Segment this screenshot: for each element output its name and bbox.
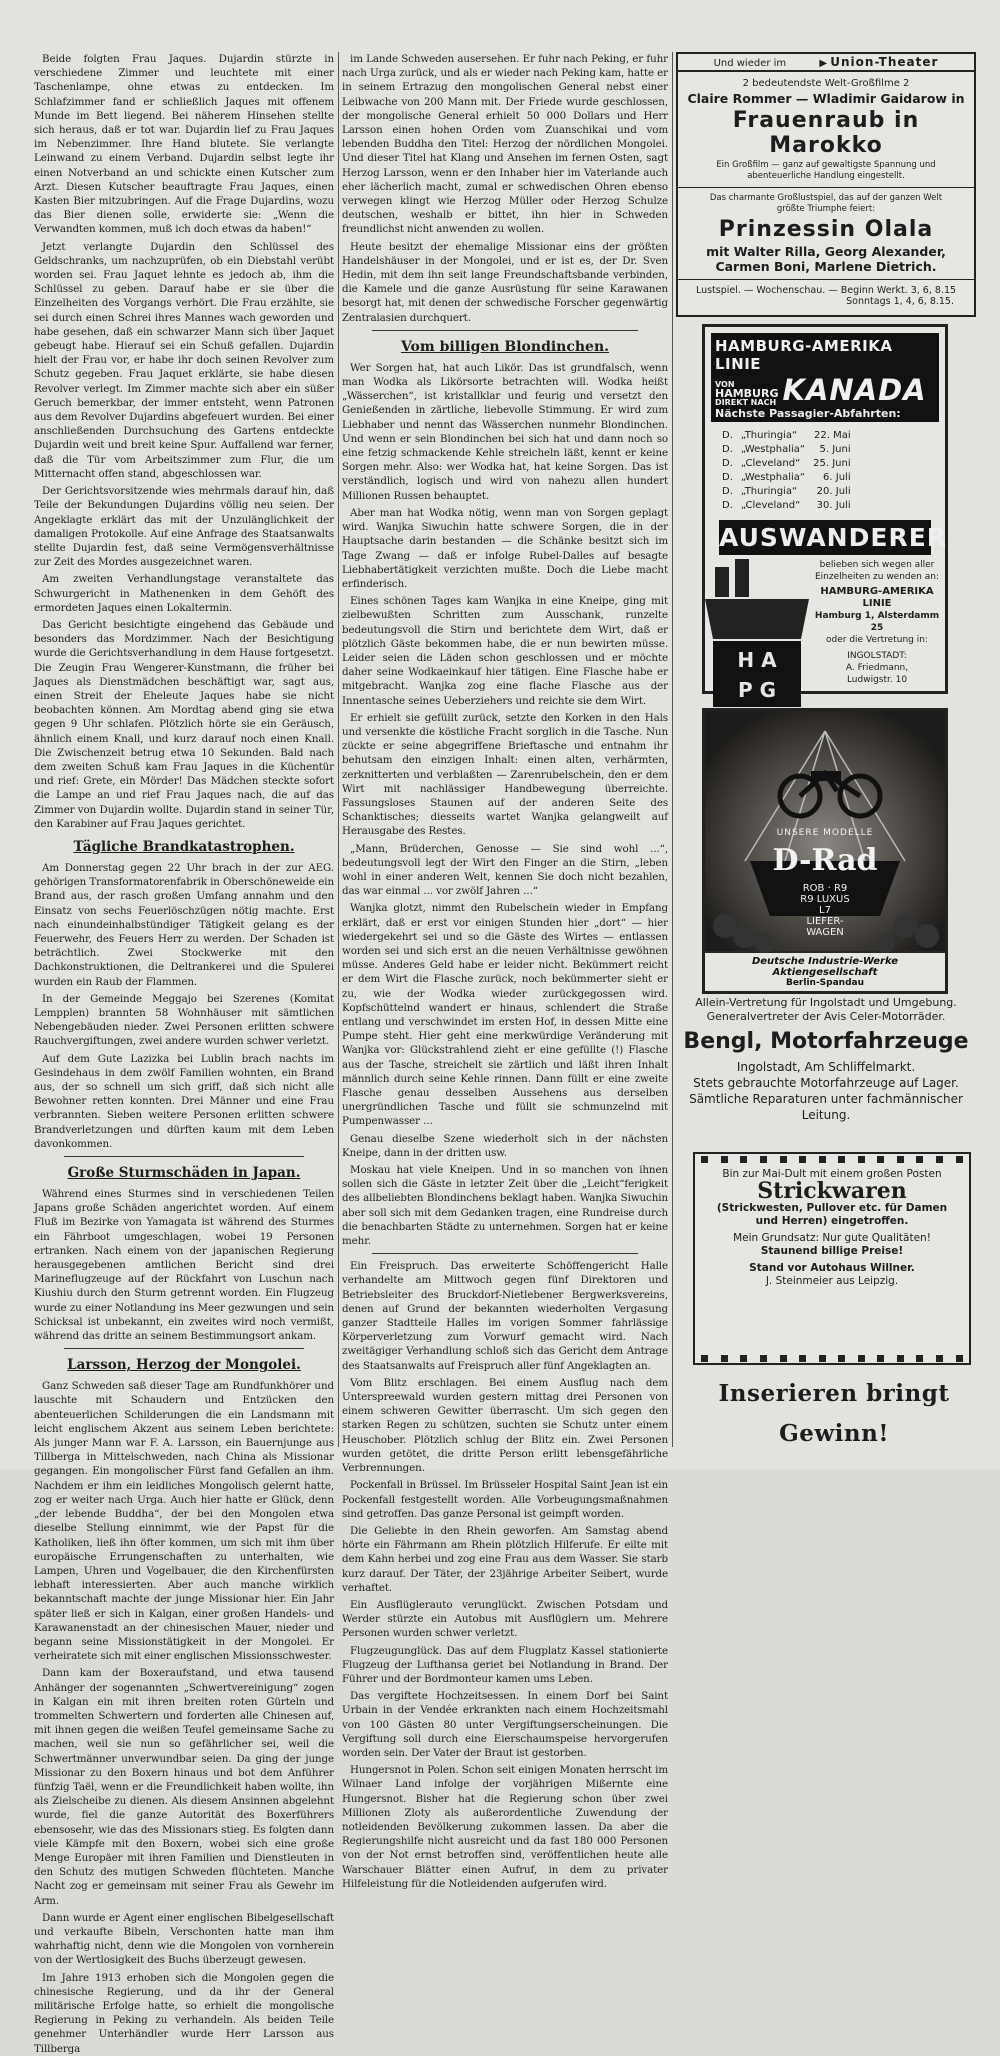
cinema-cast: Claire Rommer — Wladimir Gaidarow in: [687, 91, 965, 106]
news-item: Hungersnot in Polen. Schon seit einigen Monaten herrscht im Wilnaer Land infolge der vorjährigen Mißernte eine Hungersnot. Bisher hat die Regierung schon über zwei Millionen Zloty als außerordentliche Zuwendung der notleidenden Bevölkerung zukommen lassen. Da aber die Regierungshilfe nicht ausreicht und da fast 180 000 Personen von der Not ernst betroffen sind, veröffentlichen heute alle Warschauer Blätter einen Aufruf, in dem zu privater Hilfeleistung für die Notleidenden aufgerufen wird.: [342, 1764, 668, 1890]
sailing-ship: „Thuringia“: [740, 430, 798, 441]
sailing-row: [719, 458, 854, 470]
sailing-date: 6. Juli: [823, 472, 851, 483]
sailings-table: [717, 428, 856, 514]
sailing-ship: „Thuringia“: [740, 486, 798, 497]
sailing-date: 22. Mai: [813, 430, 851, 441]
sailing-date: 30. Juli: [816, 500, 851, 511]
divider: [64, 1348, 304, 1349]
article-text: Heute besitzt der ehemalige Missionar eins der größten Handelshäuser in der Mongolei, und er ist es, der Dr. Sven Hedin, mit dem ihn seit lange Freundschaftsbande verbinden, die Kamele und die ganze Ausrüstung für seine Karawanen besorgt hat, mit denen der schwedische Forscher gegenwärtig Zentralasien durchquert.: [342, 240, 668, 324]
article-text: Jetzt verlangte Dujardin den Schlüssel des Geldschranks, um nachzuprüfen, ob ein Diebstahl verübt worden sei. Frau Jaquet lehnte es jedoch ab, ihm die Schlüssel zu geben. Darauf habe er sie über die Einzelheiten des Vorgangs verhört. Die Frau erzählte, sie sei durch einen Schrei ihres Mannes wach geworden und habe gesehen, daß ein schwarzer Mann sich über Jaquet gebeugt habe. Hierauf sei ein Schuß gefallen. Dujardin hielt der Frau vor, er habe ihr doch seinen Revolver zum Schutz gegeben. Frau Jaquet erklärte, sie habe diesen Revolver verlegt. Im Zimmer machte sich aber ein süßer Geruch bemerkbar, der immer entsteht, wenn Patronen aus dem Revolver Dujardins abgefeuert wurden. Bei einer anschließenden Durchsuchung des Gartens entdeckte Dujardin weit und breit keine Spur. Auffallend war ferner, daß die Tür vom Arbeitszimmer zum Flur, die um Mitternacht offen stand, abgeschlossen war.: [34, 240, 334, 480]
headline-blondinchen: Vom billigen Blondinchen.: [400, 338, 610, 355]
sailing-row: [719, 444, 854, 456]
route-label: VON: [715, 380, 735, 389]
company-name: HAMBURG-AMERIKA LINIE: [820, 586, 934, 609]
contact-info: oder die Vertretung in:: [826, 635, 928, 645]
insertion-slogan: Inserieren bringt Gewinn!: [718, 1380, 950, 1447]
d-rad-footer: [705, 953, 945, 991]
film-description: Ein Großfilm — ganz auf gewaltigste Spannung und abenteuerliche Handlung eingestellt.: [716, 160, 936, 181]
svg-text:P G: P G: [737, 678, 777, 702]
ad-text: Bin zur Mai-Dult mit einem großen Posten: [722, 1168, 942, 1180]
article-text: Wer Sorgen hat, hat auch Likör. Das ist grundfalsch, wenn man Wodka als Likörsorte betrachten will. Wodka heißt „Wässerchen“, ist kristallklar und feurig und versetzt den Genießenden in zärtliche, liebevolle Stimmung. Er wird zum Liebhaber und nennt das Wässerchen nunmehr Blondinchen. Und wenn er sein Blondinchen bei sich hat und dann noch so eine fetzig schmackende Kehle streicheln läßt, kennt er keine Sorgen mehr. Also: wer Wodka hat, hat keine Sorgen. Das ist verständlich, logisch und wird von nahezu allen hundert Millionen Russen behauptet.: [342, 361, 668, 502]
article-text: Beide folgten Frau Jaques. Dujardin stürzte in verschiedene Zimmer und leuchtete mit einer Taschenlampe, ohne etwas zu entdecken. Im Schlafzimmer fand er schließlich Jaques mit offenem Munde im Bett liegend. Bei näherem Hinsehen stellte sich heraus, daß er tot war. Dujardin lief zu Frau Jaques im Nebenzimmer. Ihre Hand blutete. Sie verlangte Leinwand zu einem Verband. Dujardin selbst legte ihr einen Notverband an und schickte einen Kutscher zum Arzt. Diesen Kutscher beauftragte Frau Jaques, einen Kasten Bier mitzubringen. Auf die Frage Dujardins, wozu das Bier dienen solle, erwiderte sie: „Wenn die Verwandten kommen, muß ich doch etwas da haben!“: [34, 53, 334, 236]
article-text: „Mann, Brüderchen, Genosse — Sie sind wohl ...“, bedeutungsvoll legt der Wirt den Finger an die Stirn, „leben wohl in einer anderen Welt, kennen Sie doch nicht bezahlen, das war einmal ... vor zwölf Jahren ...“: [342, 842, 668, 898]
sailing-ship: „Cleveland“: [740, 458, 801, 469]
model-name: WAGEN: [806, 927, 844, 938]
sailing-ship: „Westphalia“: [740, 444, 806, 455]
decorative-border: [695, 1154, 969, 1164]
theater-name: Union-Theater: [830, 55, 939, 69]
ad-text: Stets gebrauchte Motorfahrzeuge auf Lager.: [693, 1076, 959, 1090]
sailing-d: D.: [722, 472, 733, 483]
sailing-date: 25. Juni: [813, 458, 851, 469]
model-name: L7: [819, 905, 831, 916]
cinema-advertisement: [676, 52, 976, 317]
showtimes: Sonntags 1, 4, 6, 8.15.: [846, 296, 954, 307]
sailing-row: [719, 500, 854, 512]
divider: [678, 187, 974, 188]
company-name: LINIE: [715, 355, 762, 373]
article-text: Dann wurde er Agent einer englischen Bibelgesellschaft und verkaufte Bibeln, Verschonten hatte man ihm wahrhaftig nicht, denn wie die Mongolen von vornherein von der Wertlosigkeit des Buchs überzeugt gewesen.: [34, 1911, 334, 1967]
news-item: Ein Freispruch. Das erweiterte Schöffengericht Halle verhandelte am Mittwoch gegen fünf Direktoren und Betriebsleiter des Bruckdorf-Nietlebener Bergwerksvereins, denen auf Grund der bekannten wiederholten Vergasung ganzer Stadtteile Halles im vorigen Sommer fahrlässige Körperverletzung zum Vorwurf gemacht wird. Nach zweitägiger Verhandlung schloß sich das Gericht dem Antrage des Staatsanwalts auf Freispruch aller fünf Angeklagten an.: [342, 1260, 668, 1372]
departures-heading: Nächste Passagier-Abfahrten:: [715, 407, 901, 420]
ad-text: Mein Grundsatz: Nur gute Qualitäten!: [733, 1232, 931, 1244]
article-text: Am zweiten Verhandlungstage veranstaltete das Schwurgericht in Mathenenken in dem Gehöft des ermordeten Jaques einen Lokaltermin.: [34, 573, 334, 614]
agent-address: Ludwigstr. 10: [846, 675, 908, 685]
article-text: Eines schönen Tages kam Wanjka in eine Kneipe, ging mit zielbewußten Schritten zum Ausschank, runzelte bedeutungsvoll die Stirn und berichtete dem Wirt, daß er plötzlich Gäste bekommen habe, die er nun bewirten müsse. Leider seien die Läden schon geschlossen und er möchte daher seine Wodkaeinkauf hier tätigen. Eine Flasche habe er mitgebracht. Wanjka zog eine flache Flasche aus der Innentasche seines Ueberziehers und reichte sie dem Wirt.: [342, 595, 668, 707]
hapag-header: [711, 333, 939, 422]
column-middle: [342, 52, 668, 1890]
film-title-2: Prinzessin Olala: [718, 217, 934, 242]
route-destination: KANADA: [782, 373, 927, 407]
cinema-header-bar: [678, 54, 974, 72]
article-text: Im Jahre 1913 erhoben sich die Mongolen gegen die chinesische Regierung, und da ihr der General militärische Erfolge hatte, so erhielt die mongolische Regierung in Peking zu verhandeln. Als beiden Teile genehmer Unterhändler wurde Herr Larsson aus Tillberga: [34, 1971, 334, 2055]
article-text: Genau dieselbe Szene wiederholt sich in der nächsten Kneipe, dann in der dritten usw.: [342, 1132, 668, 1159]
article-text: Der Gerichtsvorsitzende wies mehrmals darauf hin, daß Teile der Bekundungen Dujardins völlig neu seien. Der Angeklagte erklärt das mit der Unzulänglichkeit der damaligen Protokolle. Auf eine Anfrage des Staatsanwalts stellte Dujardin fest, daß seine Vermögensverhältnisse zur Zeit des Mordes ausgezeichnet waren.: [34, 485, 334, 569]
product-name: Strickwaren: [757, 1178, 907, 1204]
company-address: Ingolstadt, Am Schliffelmarkt.: [736, 1060, 916, 1074]
sailing-d: D.: [722, 458, 733, 469]
sailing-d: D.: [722, 444, 733, 455]
company-name: HAMBURG-AMERIKA: [715, 337, 893, 355]
arrow-icon: ▶: [819, 58, 828, 69]
sailing-d: D.: [722, 500, 733, 511]
route-label: DIREKT NACH: [715, 398, 777, 407]
news-item: Die Geliebte in den Rhein geworfen. Am Samstag abend hörte ein Fährmann am Rhein plötzlich Hilferufe. Er eilte mit dem Kahn herbei und zog eine Frau aus dem Wasser. Sie starb kurz darauf. Der Täter, der 23jährige Arbeiter Seibert, wurde verhaftet.: [342, 1524, 668, 1594]
sailing-d: D.: [722, 486, 733, 497]
model-name: ROB · R9: [802, 883, 848, 894]
ad-text: Staunend billige Preise!: [760, 1245, 904, 1257]
sailing-date: 20. Juli: [816, 486, 851, 497]
headline-larsson: Larsson, Herzog der Mongolei.: [67, 1357, 301, 1374]
headline-sturmschaeden: Große Sturmschäden in Japan.: [67, 1165, 301, 1182]
ad-text: (Strickwesten, Pullover etc. für Damen und Herren) eingetroffen.: [716, 1202, 948, 1227]
article-text: Dann kam der Boxeraufstand, und etwa tausend Anhänger der sogenannten „Schwertvereinigung“ zogen in Kalgan ein mit ihren breiten roten Gürteln und trommelten Schwertern und forderten alle Chinesen auf, mit ihnen gegen die weißen Teufel gemeinsame Sache zu machen, weil sie nun so gefährlicher sei, weil die Schwertmänner unverwundbar seien. Da ging der junge Missionar zu den Boxern hinaus und bot dem Anführer fünfzig Taël, wenn er die Freundlichkeit haben wollte, ihn als Zielscheibe zu dienen. Als diesem Ansinnen abgelehnt wurde, fiel die ganze Autorität des Boxerführers ebensosehr, wie das des Missionars stieg. Es folgten dann viele Kämpfe mit den Boxern, wobei sich eine große Menge Europäer mit ihren Familien und Dienstleuten in den Schutz des mutigen Schweden flüchteten. Manche Nacht zog er gemeinsam mit seiner Frau als Gewehr im Arm.: [34, 1667, 334, 1907]
hapag-advertisement: [702, 324, 948, 702]
divider: [372, 330, 638, 331]
svg-text:H A: H A: [737, 648, 777, 672]
headline-brandkatastrophen: Tägliche Brandkatastrophen.: [73, 838, 295, 855]
company-name: Deutsche Industrie-Werke Aktiengesellschaft: [751, 956, 899, 978]
column-rule: [338, 52, 339, 1447]
film-description: Das charmante Großlustspiel, das auf der ganzen Welt größte Triumphe feiert:: [709, 193, 943, 214]
sailing-row: [719, 430, 854, 442]
news-item: Das vergiftete Hochzeitsessen. In einem Dorf bei Saint Urbain in der Vendée erkrankten nach einem Hochzeitsmahl von 100 Gästen 80 unter Vergiftungserscheinungen. Die Vergiftung soll durch eine Eierschaumspeise hervorgerufen worden sein. Der Vater der Braut ist gestorben.: [342, 1690, 668, 1759]
models-banner: UNSERE MODELLE: [776, 828, 874, 838]
film-title-1: Frauenraub in Marokko: [732, 108, 920, 158]
model-name: R9 LUXUS: [800, 894, 850, 905]
article-text: In der Gemeinde Meggajo bei Szerenes (Komitat Lempplen) brannten 58 Wohnhäuser mit sämtlichen Nebengebäuden nieder. Zwei Personen erlitten schwere Rauchvergiftungen, zwei andere wurden schwer verletzt.: [34, 992, 334, 1048]
agent-city: INGOLSTADT:: [847, 651, 907, 661]
ad-text: Allein-Vertretung für Ingolstadt und Umgebung.: [695, 996, 957, 1009]
company-name: Bengl, Motorfahrzeuge: [683, 1029, 969, 1054]
sailing-d: D.: [722, 430, 733, 441]
sailing-date: 5. Juni: [819, 444, 851, 455]
article-text: Moskau hat viele Kneipen. Und in so manchen von ihnen sollen sich die Gäste in letzter Zeit über die „Leicht“ferigkeit des allbeliebten Blondinchens beklagt haben. Wanjka Siwuchin aber soll sich mit dem Gedanken tragen, eine Rundreise durch die benachbarten Städte zu unternehmen. Sorgen hat er keine mehr.: [342, 1164, 668, 1248]
column-rule: [672, 52, 673, 1447]
bengl-advertisement: [676, 996, 976, 1138]
news-item: Ein Ausflüglerauto verunglückt. Zwischen Potsdam und Werder stürzte ein Autobus mit Ausflüglern um. Mehrere Personen wurden schwer verletzt.: [342, 1598, 668, 1640]
article-text: Ganz Schweden saß dieser Tage am Rundfunkhörer und lauschte mit Schaudern und Entzücken den abenteuerlichen Schilderungen die ein Landsmann mit leicht englischem Akzent aus seinem Leben berichtete: Als junger Mann war F. A. Larsson, ein Bauernjunge aus Tillberga in Mittelschweden, nach China als Missionar gegangen. Ein mongolischer Fürst fand Gefallen an ihm. Nachdem er ihm ein leidliches Mongolisch gelernt hatte, zog er weiter nach Urga. Auch hier hatte er Glück, denn „der lebende Buddha“, der bei den Mongolen etwa dieselbe Stellung einnimmt, wie der Papst für die Katholiken, ließ ihn öfter kommen, um sich mit ihm über europäische Errungenschaften zu unterhalten, wie Lampen, Uhren und Vogelbauer, die den Kirchenfürsten lebhaft interessierten. Aber auch manche wirklich bekanntschaft machte der junge Missionar hier. Ein Jahr später ließ er sich in Kalgan, einer großen Handels- und Karawanenstadt an der chinesischen Mauer, nieder und begann seine Missionstätigkeit in der Mongolei. Er verheiratete sich mit einer englischen Missionsschwester.: [34, 1380, 334, 1663]
article-text: Während eines Sturmes sind in verschiedenen Teilen Japans große Schäden angerichtet worden. Auf einem Fluß im Bezirke von Yamagata ist während des Sturmes ein Fährboot umgeschlagen, wobei 19 Personen ertranken. Nach einem von der japanischen Regierung herausgegebenen amtlichen Bericht sind drei Marineflugzeuge auf der Rückfahrt von Luschun nach Kiushiu durch den Sturm getrennt worden. Ein Flugzeug wurde zu einer Notlandung ins Meer gezwungen und sein Schicksal ist unbekannt, ein zweites wird noch vermißt, während das dritte an seinem Bestimmungsort ankam.: [34, 1188, 334, 1343]
vendor-name: J. Steinmeier aus Leipzig.: [765, 1275, 899, 1287]
ship-illustration: [705, 559, 809, 709]
route-origin: HAMBURG: [715, 387, 779, 400]
article-text: Er erhielt sie gefüllt zurück, setzte den Korken in den Hals und versenkte die köstliche Fracht sorglich in die Tasche. Nun zückte er seine abgegriffene Brieftasche und entnahm ihr behutsam den einzigen Inhalt: einen alten, verhärmten, zerknitterten und verblaßten — Zarenrubelschein, den er dem Wirt mit nachlässiger Handbewegung überreichte. Fassungsloses Staunen auf der anderen Seite des Schanktisches; diesseits wartet Wanjka gelangweilt auf Herausgabe des Restes.: [342, 711, 668, 838]
divider: [64, 1156, 304, 1157]
decorative-border: [695, 1353, 969, 1363]
cinema-intro: Und wieder im: [713, 58, 787, 69]
ad-text: Generalvertreter der Avis Celer-Motorräder.: [706, 1010, 946, 1023]
sailing-ship: „Cleveland“: [740, 500, 801, 511]
strickwaren-advertisement: [693, 1152, 971, 1365]
article-text: im Lande Schweden ausersehen. Er fuhr nach Peking, er fuhr nach Urga zurück, und als er wieder nach Peking kam, hatte er in seinem Ertrazug den mongolischen General nebst einer Leibwache von 200 Mann mit. Der Friede wurde geschlossen, der mongolische General erhielt 50 000 Dollars und Herr Larsson einen hohen Orden vom Zuanschikai und vom lebenden Buddha den Titel: Herzog der nördlichen Mongolei. Und dieser Titel hat Klang und Ansehen im fernen Osten, sagt Herzog Larsson, wenn er den Inhaber hier im Vaterlande auch eher lächerlich macht, zumal er schwedischen Ohren ebenso verwegen klingt wie Herzog Müller oder Herzog Schulze deutschen, weshalb er bittet, ihn hier in Schweden freundlichst nicht anwenden zu wollen.: [342, 53, 668, 236]
article-text: Auf dem Gute Lazizka bei Lublin brach nachts im Gesindehaus in dem zwölf Familien wohnten, ein Brand aus, der so schnell um sich griff, daß sich nicht alle Bewohner retten konnten. Drei Männer und eine Frau verbrannten. Sieben weitere Personen erlitten schwere Brandverletzungen und dürften kaum mit dem Leben davonkommen.: [34, 1052, 334, 1150]
agent-name: A. Friedmann,: [845, 663, 909, 673]
column-left: [34, 52, 334, 2055]
company-address: Hamburg 1, Alsterdamm 25: [814, 611, 940, 633]
news-item: Pockenfall in Brüssel. Im Brüsseler Hospital Saint Jean ist ein Pockenfall festgestellt worden. Alle Vorbeugungsmaßnahmen sind getroffen. Das ganze Personal ist geimpft worden.: [342, 1479, 668, 1520]
article-text: Aber man hat Wodka nötig, wenn man von Sorgen geplagt wird. Wanjka Siwuchin hatte schwere Sorgen, die in der Hauptsache darin bestanden — die Schänke besitzt sich im Tage Zwang — daß er infolge Rubel-Dalles auf besagte Liebhabertätigkeit verzichten mußte. Doch die Liebe macht erfinderisch.: [342, 506, 668, 590]
divider: [372, 1253, 638, 1254]
news-item: Vom Blitz erschlagen. Bei einem Ausflug nach dem Unterspreewald wurden gestern mittag drei Personen von einem schweren Gewitter überrascht. Um sich gegen den starken Regen zu schützen, suchten sie Schutz unter einem Heuschober. Plötzlich schlug der Blitz ein. Zwei Personen wurden getötet, die dritte Person erlitt lebensgefährliche Verbrennungen.: [342, 1376, 668, 1475]
model-name: LIEFER-: [806, 916, 844, 927]
company-location: Berlin-Spandau: [785, 978, 865, 988]
cinema-cast: mit Walter Rilla, Georg Alexander, Carmen Boni, Marlene Dietrich.: [706, 244, 946, 274]
showtimes: Lustspiel. — Wochenschau. — Beginn Werkt. 3, 6, 8.15: [695, 285, 957, 296]
d-rad-advertisement: [702, 708, 948, 994]
emigrants-banner: AUSWANDERER: [719, 520, 931, 555]
vendor-location: Stand vor Autohaus Willner.: [749, 1262, 915, 1274]
cinema-line: 2 bedeutendste Welt-Großfilme 2: [742, 78, 910, 89]
brand-name: D-Rad: [772, 843, 878, 878]
sailing-row: [719, 472, 854, 484]
divider: [678, 279, 974, 280]
news-item: Flugzeugunglück. Das auf dem Flugplatz Kassel stationierte Flugzeug der Lufthansa geriet bei Notlandung in Brand. Der Führer und der Bordmonteur kamen ums Leben.: [342, 1644, 668, 1685]
article-text: Am Donnerstag gegen 22 Uhr brach in der zur AEG. gehörigen Transformatorenfabrik in Oberschöneweide ein Brand aus, der rasch großen Umfang annahm und den Einsatz von sechs Feuerlöschzügen nötig machte. Erst nach einundeinhalbstündiger Tätigkeit gelang es der Feuerwehr, des Feuers Herr zu werden. Der Schaden ist beträchtlich. Zwei Stockwerke mit den Dachkonstruktionen, die Deltrankerei und die Spulerei wurden ein Raub der Flammen.: [34, 861, 334, 988]
contact-info: belieben sich wegen aller Einzelheiten zu wenden an:: [815, 560, 939, 582]
article-text: Das Gericht besichtigte eingehend das Gebäude und besonders das Mordzimmer. Nach der Besichtigung wurde die Gerichtsverhandlung in dem Hause fortgesetzt. Die Zeugin Frau Wengerer-Kunstmann, die früher bei Jaques als Dienstmädchen beschäftigt war, sagt aus, einen Streit der Eheleute Jaques habe sie nicht beobachten können. Am Mordtag abend ging sie etwa gegen 9 Uhr schlafen. Plötzlich hörte sie ein Geräusch, ähnlich einem Knall, und kurz darauf noch einen Knall. Die Zwischenzeit betrug etwa 10 Sekunden. Bald nach dem zweiten Schuß kam Frau Jaques in die Küchentür und rief: Grete, ein Mörder! Das Mädchen steckte sofort die Lampe an und rief Frau Jaques nach, die auf das Zimmer von Dujardin wollte. Dujardin stand in seiner Tür, den Karabiner auf Frau Jaques gerichtet.: [34, 618, 334, 830]
sailing-ship: „Westphalia“: [740, 472, 806, 483]
sailing-row: [719, 486, 854, 498]
article-text: Wanjka glotzt, nimmt den Rubelschein wieder in Empfang erklärt, daß er erst vor einigen Stunden hier „dort“ — hier wiedergekehrt sei und so die Gäste des Wirtes — entlassen worden sei und sich erst an die neuen Verhältnisse gewöhnen müsse. Anderes Geld habe er leider nicht. Bekümmert reicht er dem Wirt die Flasche zurück, noch bekümmerter sieht er zu, wie der Wodka wieder zurückgegossen wird. Kopfschüttelnd wandert er hinaus, schlendert die Straße entlang und verschwindet im ersten Hof, in dessen Mitte eine Pumpe steht. Hier geht eine merkwürdige Veränderung mit Wanjka vor: Glückstrahlend zieht er eine gefüllte (!) Flasche aus der Tasche, streichelt sie zärtlich und läßt ihren Inhalt männlich durch seine Kehle rinnen. Dann füllt er eine zweite Flasche genau desselben Aussehens aus derselben unergründlichen Tasche und füllt sie schmunzelnd mit Pumpenwasser ...: [342, 902, 668, 1128]
ad-text: Sämtliche Reparaturen unter fachmännischer Leitung.: [689, 1092, 963, 1122]
